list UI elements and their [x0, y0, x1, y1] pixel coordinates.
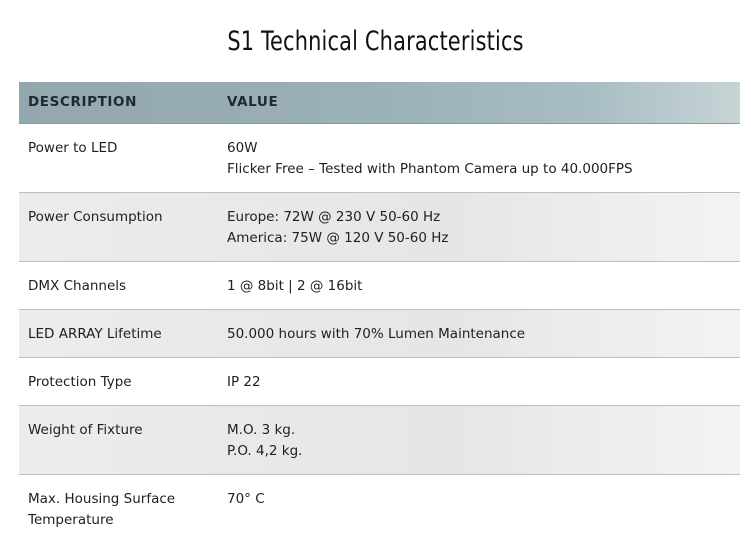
table-row: [19, 405, 740, 474]
table-header-row: [19, 82, 740, 123]
row-value: [217, 405, 740, 474]
row-label: Weight of Fixture: [19, 405, 217, 474]
value-line: 50.000 hours with 70% Lumen Maintenance: [227, 325, 526, 342]
row-value: [217, 123, 740, 192]
value-line: Europe: 72W @ 230 V 50-60 Hz: [227, 208, 441, 225]
value-line: IP 22: [227, 373, 261, 390]
value-line: P.O. 4,2 kg.: [227, 442, 303, 459]
header-value: VALUE: [217, 82, 740, 123]
label-line: Max. Housing Surface: [28, 490, 176, 507]
page-title: S1 Technical Characteristics: [227, 26, 524, 57]
table-row: [19, 357, 740, 405]
row-value: [217, 192, 740, 261]
row-label: LED ARRAY Lifetime: [19, 309, 217, 357]
row-label: DMX Channels: [19, 261, 217, 309]
row-label: Power Consumption: [19, 192, 217, 261]
value-line: Flicker Free – Tested with Phantom Camera up to 40.000FPS: [227, 160, 633, 177]
table-row: [19, 261, 740, 309]
specs-table: [19, 82, 740, 543]
row-value: [217, 309, 740, 357]
value-line: 70° C: [227, 490, 265, 507]
row-label: Power to LED: [19, 123, 217, 192]
table-row: [19, 123, 740, 192]
row-value: [217, 474, 740, 543]
label-line: Temperature: [28, 511, 114, 528]
value-line: M.O. 3 kg.: [227, 421, 296, 438]
value-line: America: 75W @ 120 V 50-60 Hz: [227, 229, 449, 246]
table-row: [19, 474, 740, 543]
row-label: [19, 474, 217, 543]
table-row: [19, 309, 740, 357]
row-value: [217, 261, 740, 309]
row-label: Protection Type: [19, 357, 217, 405]
row-value: [217, 357, 740, 405]
header-description: DESCRIPTION: [19, 82, 217, 123]
value-line: 1 @ 8bit | 2 @ 16bit: [227, 277, 363, 294]
table-row: [19, 192, 740, 261]
value-line: 60W: [227, 139, 258, 156]
